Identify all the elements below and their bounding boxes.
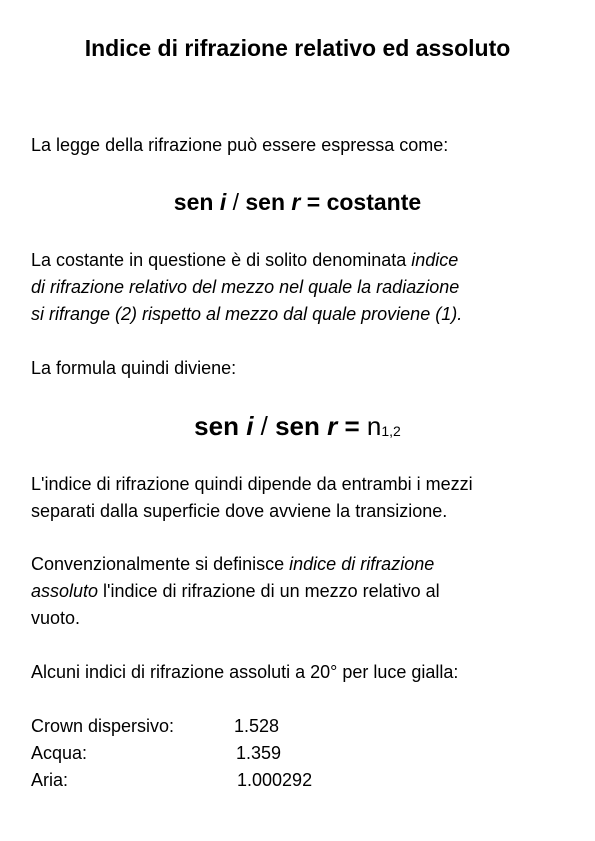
material-name: Aria: xyxy=(31,770,69,790)
formula-slash: / xyxy=(226,189,246,215)
absolute-index-paragraph xyxy=(31,551,576,632)
formula-sen-r: sen xyxy=(245,189,292,215)
dependence-line-1: L'indice di rifrazione quindi dipende da entrambi i mezzi xyxy=(31,474,473,494)
formula-rhs: costante xyxy=(326,189,422,215)
formula2-sen-r: sen xyxy=(275,411,328,441)
list-intro-paragraph: Alcuni indici di rifrazione assoluti a 20° per luce gialla: xyxy=(31,662,459,682)
index-row xyxy=(31,713,280,740)
formula2-n: n xyxy=(366,411,382,441)
definition-line-2 xyxy=(31,274,576,301)
dependence-paragraph xyxy=(31,471,576,525)
intro-paragraph: La legge della rifrazione può essere espressa come: xyxy=(31,135,449,155)
material-name: Acqua: xyxy=(31,743,88,763)
formula-equals: = xyxy=(300,189,327,215)
formula-var-r: r xyxy=(291,189,301,215)
absolute-line-1 xyxy=(31,551,576,578)
formula2-sen-i: sen xyxy=(194,411,247,441)
formula2-var-i: i xyxy=(246,411,254,441)
formula-sen-i: sen xyxy=(173,189,220,215)
absolute-line-1-plain: Convenzionalmente si definisce xyxy=(31,554,290,574)
definition-line-1 xyxy=(31,247,576,274)
index-row xyxy=(31,767,313,794)
index-value: 1.000292 xyxy=(237,770,313,790)
definition-line-3 xyxy=(31,301,576,328)
definition-paragraph xyxy=(31,247,576,328)
formula-intro-paragraph: La formula quindi diviene: xyxy=(31,358,237,378)
dependence-line-2: separati dalla superficie dove avviene la transizione. xyxy=(31,501,448,521)
relative-index-formula xyxy=(0,409,595,448)
absolute-line-3: vuoto. xyxy=(31,608,81,628)
definition-line-2-italic: di rifrazione relativo del mezzo nel quale la radiazione xyxy=(31,277,460,297)
index-value: 1.359 xyxy=(236,743,282,763)
formula2-var-r: r xyxy=(327,411,338,441)
formula2-slash: / xyxy=(253,411,276,441)
index-row xyxy=(31,740,282,767)
definition-line-3-italic: si rifrange (2) rispetto al mezzo dal quale proviene (1). xyxy=(31,304,463,324)
page-title: Indice di rifrazione relativo ed assoluto xyxy=(84,35,511,61)
definition-line-1-plain: La costante in questione è di solito denominata xyxy=(31,250,412,270)
refraction-law-formula xyxy=(0,186,595,218)
formula2-equals: = xyxy=(337,411,367,441)
index-value: 1.528 xyxy=(234,716,280,736)
material-name: Crown dispersivo: xyxy=(31,716,175,736)
formula2-subscript: 1,2 xyxy=(381,423,401,439)
absolute-line-1-italic: indice di rifrazione xyxy=(289,554,435,574)
absolute-line-2-italic: assoluto xyxy=(31,581,99,601)
absolute-line-2-plain: l'indice di rifrazione di un mezzo relativo al xyxy=(98,581,440,601)
definition-line-1-italic: indice xyxy=(411,250,459,270)
formula-var-i: i xyxy=(219,189,227,215)
absolute-line-2 xyxy=(31,578,576,605)
